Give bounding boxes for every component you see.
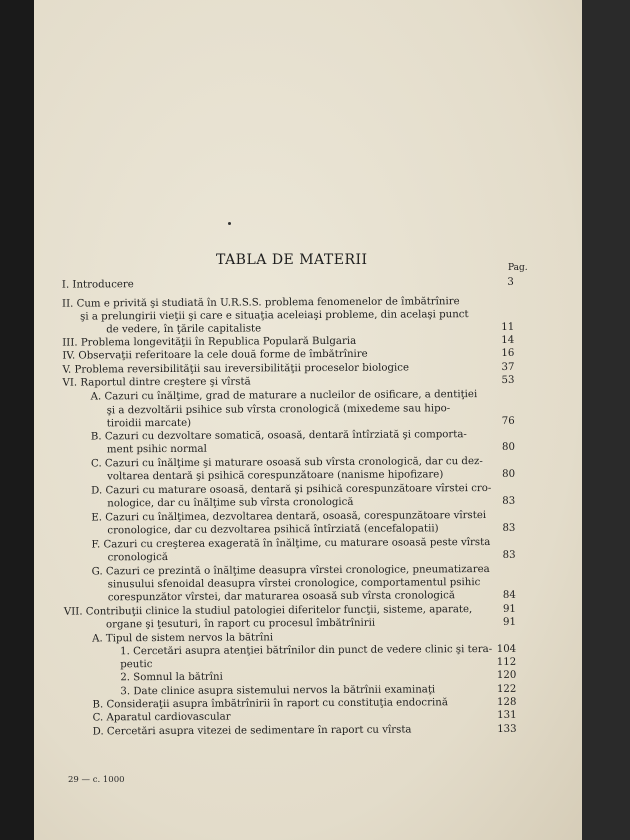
toc-entry-text: ment psihic normal (106, 443, 207, 456)
toc-page-number: 133 (497, 723, 517, 735)
toc-page-number: 11 (501, 321, 515, 333)
toc-page-number: 83 (502, 549, 516, 561)
toc-page-number: 83 (502, 522, 516, 534)
toc-entry-text: III. Problema longevităţii în Republica Populară Bulgaria (62, 335, 357, 349)
toc-entry-text: F. Cazuri cu creşterea exagerată în înălţime, cu maturare osoasă peste vîrsta (91, 537, 491, 551)
toc-page-number: 16 (501, 347, 515, 359)
toc-entry-text: C. Cazuri cu înălţime şi maturare osoasă sub vîrsta cronologică, dar cu dez- (90, 456, 483, 470)
toc-entry-text: B. Cazuri cu dezvoltare somatică, osoasă, dentară întîrziată şi comporta- (90, 429, 467, 443)
toc-page-number: 91 (502, 603, 516, 615)
toc-entry-text: organe şi ţesuturi, în raport cu procesul îmbătrînirii (105, 617, 376, 631)
toc-page-number: 104 (496, 643, 517, 655)
toc-entry-text: II. Cum e privită şi studiată în U.R.S.S. problema fenomenelor de îmbătrînire (61, 296, 460, 310)
toc-page-number: 112 (496, 656, 517, 668)
page-column-header: Pag. (508, 263, 528, 273)
toc-page-number: 84 (502, 589, 516, 601)
toc-entry-text: corespunzător vîrstei, dar maturarea osoasă sub vîrsta cronologică (107, 590, 455, 604)
toc-entry-text: A. Cazuri cu înălţime, grad de maturare a nucleilor de osificare, a dentiţiei (90, 389, 478, 403)
toc-page-number: 37 (501, 361, 515, 373)
toc-entry-text: voltarea dentară şi psihică corespunzătoare (nanisme hipofizare) (107, 469, 444, 483)
toc-page-number: 3 (507, 276, 514, 288)
toc-entry-text: şi a prelungirii vieţii şi care e situaţia aceleiaşi probleme, din acelaşi punct (80, 309, 469, 323)
toc-entry-text: cronologică (107, 551, 168, 564)
toc-entry-text: tiroidii marcate) (106, 417, 192, 430)
toc-entry-text: 2. Somnul la bătrîni (120, 671, 223, 684)
toc-entry-text: G. Cazuri ce prezintă o înălţime deasupra vîrstei cronologice, pneumatizarea (91, 564, 490, 578)
toc-entry-text: cronologice, dar cu dezvoltarea psihică întîrziată (encefalopatii) (107, 523, 439, 537)
toc-entry-text: I. Introducere (61, 279, 134, 291)
toc-entry-text: peutic (120, 659, 153, 671)
toc-entry-text: D. Cazuri cu maturare osoasă, dentară şi psihică corespunzătoare vîrstei cro- (91, 483, 492, 497)
toc-page-number: 122 (496, 683, 517, 695)
toc-entry-text: VII. Contribuţii clinice la studiul patologiei diferitelor funcţii, sisteme, aparate, (63, 604, 473, 618)
toc-page-number: 80 (501, 441, 515, 453)
toc-entry-text: 1. Cercetări asupra atenţiei bătrînilor din punct de vedere clinic şi tera- (120, 644, 493, 658)
toc-entry-text: E. Cazuri cu înălţimea, dezvoltarea dentară, osoasă, corespunzătoare vîrstei (91, 510, 487, 524)
toc-entry-text: nologice, dar cu înălţime sub vîrsta cronologică (107, 496, 354, 510)
toc-entry-text: B. Consideraţii asupra îmbătrînirii în raport cu constituţia endocrină (92, 697, 448, 711)
page-title: TABLA DE MATERII (216, 252, 368, 268)
toc-entry-text: de vedere, în ţările capitaliste (106, 323, 262, 336)
toc-page-number: 91 (502, 616, 517, 628)
toc-entry-text: sinusului sfenoidal deasupra vîrstei cronologice, comportamentul psihic (107, 577, 481, 591)
toc-entry-text: V. Problema reversibilităţii sau ireversibilităţii proceselor biologice (62, 362, 410, 376)
toc-entry-text: C. Aparatul cardiovascular (92, 711, 231, 724)
toc-entry-text: A. Tipul de sistem nervos la bătrîni (92, 632, 274, 645)
toc-page-number: 53 (501, 374, 515, 386)
toc-entry-text: 3. Date clinice asupra sistemului nervos la bătrînii examinaţi (120, 684, 436, 698)
toc-page-number: 76 (501, 415, 515, 427)
toc-page-number: 83 (502, 495, 516, 507)
page-footer: 29 — c. 1000 (68, 775, 125, 785)
toc-entry-text: D. Cercetări asupra vitezei de sedimentare în raport cu vîrsta (92, 724, 412, 738)
background-edge (582, 0, 630, 840)
toc-entry-text: şi a dezvoltării psihice sub vîrsta cronologică (mixedeme sau hipo- (106, 403, 451, 417)
toc-page-number: 14 (501, 334, 515, 346)
toc-entry-text: IV. Observaţii referitoare la cele două forme de îmbătrînire (62, 348, 368, 362)
toc-page-number: 80 (502, 468, 516, 480)
toc-page-number: 128 (496, 696, 517, 708)
ink-dot (228, 222, 231, 225)
toc-page-number: 120 (496, 669, 517, 681)
toc-page-number: 131 (497, 709, 517, 721)
toc-entry-text: VI. Raportul dintre creştere şi vîrstă (62, 376, 251, 389)
